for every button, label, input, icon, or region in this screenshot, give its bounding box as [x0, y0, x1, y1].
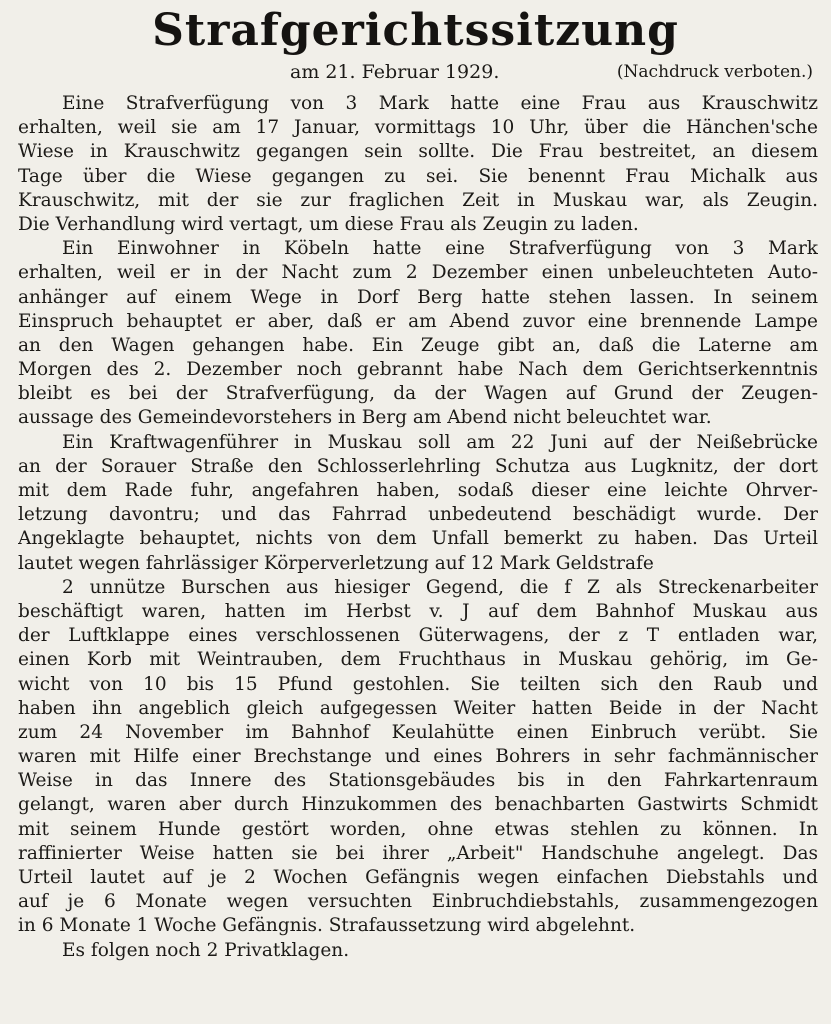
text-line: gelangt, waren aber durch Hinzukommen des benachbarten Gastwirts Schmidt: [18, 794, 818, 816]
text-line: Die Verhandlung wird vertagt, um diese Frau als Zeugin zu laden.: [18, 213, 639, 235]
article-dateline: am 21. Februar 1929.: [290, 61, 500, 83]
text-line: Eine Strafverfügung von 3 Mark hatte eine Frau aus Krauschwitz: [62, 93, 818, 114]
text-line: Einspruch behauptet er aber, daß er am Abend zuvor eine brennende Lampe: [18, 310, 818, 332]
text-line: erhalten, weil sie am 17 Januar, vormittags 10 Uhr, über die Hänchen'sche: [18, 117, 818, 139]
text-line: Morgen des 2. Dezember noch gebrannt habe Nach dem Gerichtserkenntnis: [18, 359, 818, 381]
text-line: Urteil lautet auf je 2 Wochen Gefängnis wegen einfachen Diebstahls und: [18, 867, 818, 888]
text-line: raffinierter Weise hatten sie bei ihrer „Arbeit" Handschuhe angelegt. Das: [18, 842, 818, 864]
text-line: lautet wegen fahrlässiger Körperverletzung auf 12 Mark Geldstrafe: [18, 552, 654, 574]
text-line: letzung davontru; und das Fahrrad unbedeutend beschädigt wurde. Der: [18, 504, 818, 526]
text-line: Es folgen noch 2 Privatklagen.: [62, 939, 350, 961]
text-line: anhänger auf einem Wege in Dorf Berg hatte stehen lassen. In seinem: [18, 286, 818, 308]
article-body: [18, 92, 818, 963]
text-line: waren mit Hilfe einer Brechstange und eines Bohrers in sehr fachmännischer: [18, 746, 818, 768]
text-line: an den Wagen gehangen habe. Ein Zeuge gibt an, daß die Laterne am: [18, 334, 818, 356]
text-line: aussage des Gemeindevorstehers in Berg am Abend nicht beleuchtet war.: [18, 407, 712, 429]
text-line: Krauschwitz, mit der sie zur fraglichen Zeit in Muskau war, als Zeugin.: [18, 189, 818, 211]
text-line: Tage über die Wiese gegangen zu sei. Sie benennt Frau Michalk aus: [18, 165, 818, 187]
text-line: auf je 6 Monate wegen versuchten Einbruchdiebstahls, zusammengezogen: [18, 891, 818, 913]
text-line: einen Korb mit Weintrauben, dem Fruchthaus in Muskau gehörig, im Ge-: [18, 649, 818, 671]
article-title: Strafgerichtssitzung: [152, 5, 679, 56]
text-line: zum 24 November im Bahnhof Keulahütte einen Einbruch verübt. Sie: [18, 721, 818, 743]
text-line: der Luftklappe eines verschlossenen Güterwagens, der z T entladen war,: [18, 625, 818, 647]
text-line: wicht von 10 bis 15 Pfund gestohlen. Sie teilten sich den Raub und: [18, 673, 818, 695]
text-line: Wiese in Krauschwitz gegangen sein sollte. Die Frau bestreitet, an diesem: [18, 141, 818, 163]
text-line: 2 unnütze Burschen aus hiesiger Gegend, die f Z als Streckenarbeiter: [62, 576, 818, 598]
text-line: in 6 Monate 1 Woche Gefängnis. Strafaussetzung wird abgelehnt.: [18, 915, 636, 937]
text-line: haben ihn angeblich gleich aufgegessen Weiter hatten Beide in der Nacht: [18, 697, 818, 719]
text-line: Ein Kraftwagenführer in Muskau soll am 22 Juni auf der Neißebrücke: [62, 431, 818, 453]
reprint-notice: (Nachdruck verboten.): [616, 62, 813, 82]
text-line: mit seinem Hunde gestört worden, ohne etwas stehlen zu können. In: [18, 818, 818, 840]
text-line: Ein Einwohner in Köbeln hatte eine Strafverfügung von 3 Mark: [62, 238, 818, 260]
text-line: beschäftigt waren, hatten im Herbst v. J auf dem Bahnhof Muskau aus: [18, 600, 818, 622]
text-line: Angeklagte behauptet, nichts von dem Unfall bemerkt zu haben. Das Urteil: [18, 528, 818, 550]
text-line: Weise in das Innere des Stationsgebäudes bis in den Fahrkartenraum: [18, 770, 818, 792]
text-line: bleibt es bei der Strafverfügung, da der Wagen auf Grund der Zeugen-: [18, 383, 818, 405]
text-line: erhalten, weil er in der Nacht zum 2 Dezember einen unbeleuchteten Auto-: [18, 262, 818, 284]
text-line: an der Sorauer Straße den Schlosserlehrling Schutza aus Lugknitz, der dort: [18, 455, 818, 477]
text-line: mit dem Rade fuhr, angefahren haben, sodaß dieser eine leichte Ohrver-: [18, 480, 818, 501]
